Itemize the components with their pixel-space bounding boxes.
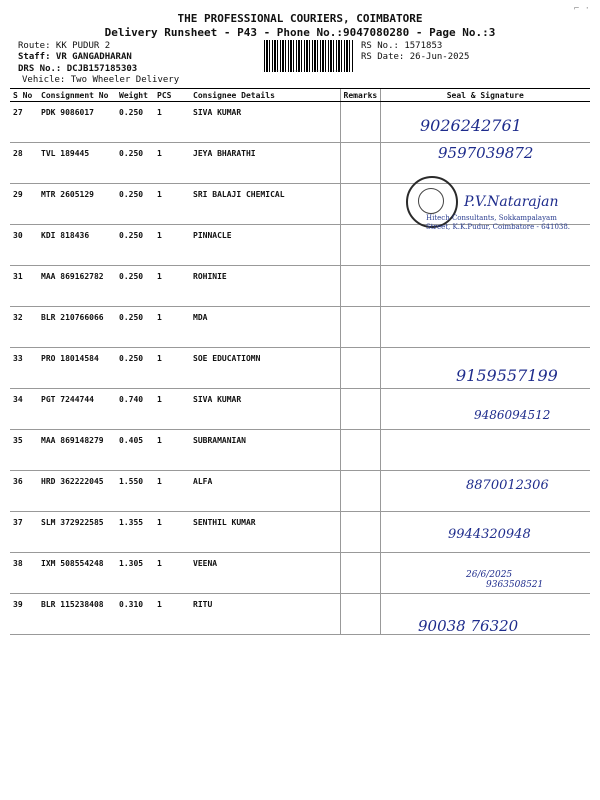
row-sno: 33 bbox=[10, 348, 38, 389]
row-remarks bbox=[340, 266, 380, 307]
row-weight: 0.250 bbox=[116, 102, 154, 143]
handwriting-row-27: 9026242761 bbox=[420, 116, 522, 135]
row-weight: 0.250 bbox=[116, 184, 154, 225]
row-weight: 0.250 bbox=[116, 307, 154, 348]
row-pcs: 1 bbox=[154, 348, 190, 389]
row-remarks bbox=[340, 430, 380, 471]
row-weight: 0.250 bbox=[116, 225, 154, 266]
staff-label: Staff: VR GANGADHARAN bbox=[18, 52, 132, 62]
row-sno: 39 bbox=[10, 594, 38, 635]
row-weight: 1.550 bbox=[116, 471, 154, 512]
row-remarks bbox=[340, 594, 380, 635]
row-seal-signature bbox=[380, 430, 590, 471]
table-row bbox=[10, 430, 590, 471]
row-sno: 29 bbox=[10, 184, 38, 225]
handwriting-row-36: 8870012306 bbox=[466, 478, 549, 493]
row-pcs: 1 bbox=[154, 430, 190, 471]
row-sno: 35 bbox=[10, 430, 38, 471]
row-seal-signature bbox=[380, 307, 590, 348]
row-sno: 30 bbox=[10, 225, 38, 266]
row-consignee: SIVA KUMAR bbox=[190, 102, 340, 143]
rs-date: RS Date: 26-Jun-2025 bbox=[361, 52, 470, 62]
row-consignee: SUBRAMANIAN bbox=[190, 430, 340, 471]
handwriting-row-38-phone: 9363508521 bbox=[486, 580, 544, 590]
row-consignment-no: MAA 869162782 bbox=[38, 266, 116, 307]
row-consignee: PINNACLE bbox=[190, 225, 340, 266]
row-remarks bbox=[340, 102, 380, 143]
row-pcs: 1 bbox=[154, 102, 190, 143]
row-consignment-no: SLM 372922585 bbox=[38, 512, 116, 553]
row-pcs: 1 bbox=[154, 553, 190, 594]
row-weight: 1.355 bbox=[116, 512, 154, 553]
row-consignee: RITU bbox=[190, 594, 340, 635]
row-sno: 37 bbox=[10, 512, 38, 553]
rs-number: RS No.: 1571853 bbox=[361, 41, 443, 51]
row-remarks bbox=[340, 307, 380, 348]
handwriting-row-30: P.V.Natarajan bbox=[464, 194, 559, 210]
row-consignee: MDA bbox=[190, 307, 340, 348]
row-sno: 27 bbox=[10, 102, 38, 143]
row-consignment-no: BLR 115238408 bbox=[38, 594, 116, 635]
col-seal: Seal & Signature bbox=[380, 89, 590, 102]
row-weight: 1.305 bbox=[116, 553, 154, 594]
row-consignee: SRI BALAJI CHEMICAL bbox=[190, 184, 340, 225]
vehicle-label: Vehicle: Two Wheeler Delivery bbox=[22, 75, 180, 85]
row-pcs: 1 bbox=[154, 471, 190, 512]
row-sno: 32 bbox=[10, 307, 38, 348]
row-pcs: 1 bbox=[154, 266, 190, 307]
drs-number: DRS No.: DCJB157185303 bbox=[18, 64, 138, 74]
row-consignment-no: TVL 189445 bbox=[38, 143, 116, 184]
runsheet-table bbox=[10, 88, 590, 635]
row-consignment-no: MAA 869148279 bbox=[38, 430, 116, 471]
row-remarks bbox=[340, 471, 380, 512]
row-consignment-no: MTR 2605129 bbox=[38, 184, 116, 225]
handwriting-row-33: 9159557199 bbox=[456, 366, 558, 385]
row-consignee: SOE EDUCATIOMN bbox=[190, 348, 340, 389]
col-sno: S No bbox=[10, 89, 38, 102]
company-title: THE PROFESSIONAL COURIERS, COIMBATORE bbox=[177, 12, 423, 25]
row-weight: 0.250 bbox=[116, 348, 154, 389]
row-pcs: 1 bbox=[154, 389, 190, 430]
row-remarks bbox=[340, 389, 380, 430]
table-row bbox=[10, 266, 590, 307]
row-consignee: ROHINIE bbox=[190, 266, 340, 307]
row-remarks bbox=[340, 143, 380, 184]
runsheet-title: Delivery Runsheet - P43 - Phone No.:9047080280 - Page No.:3 bbox=[104, 26, 496, 39]
row-remarks bbox=[340, 512, 380, 553]
row-consignment-no: KDI 818436 bbox=[38, 225, 116, 266]
row-consignee: SENTHIL KUMAR bbox=[190, 512, 340, 553]
corner-mark: ⌐ · bbox=[573, 4, 590, 14]
row-consignee: ALFA bbox=[190, 471, 340, 512]
table-header-row bbox=[10, 89, 590, 102]
col-remarks: Remarks bbox=[340, 89, 380, 102]
handwriting-row-28: 9597039872 bbox=[438, 144, 534, 162]
row-consignee: VEENA bbox=[190, 553, 340, 594]
row-consignment-no: PGT 7244744 bbox=[38, 389, 116, 430]
row-pcs: 1 bbox=[154, 512, 190, 553]
row-sno: 31 bbox=[10, 266, 38, 307]
row-weight: 0.740 bbox=[116, 389, 154, 430]
row-consignment-no: PDK 9086017 bbox=[38, 102, 116, 143]
row-remarks bbox=[340, 225, 380, 266]
row-consignment-no: IXM 508554248 bbox=[38, 553, 116, 594]
handwriting-row-39: 90038 76320 bbox=[418, 617, 519, 635]
row-sno: 36 bbox=[10, 471, 38, 512]
stamp-text: Hitech Consultants, Sokkampalayam Street, K.K.Pudur, Coimbatore - 641038. bbox=[426, 214, 571, 231]
row-pcs: 1 bbox=[154, 184, 190, 225]
row-sno: 28 bbox=[10, 143, 38, 184]
handwriting-row-34: 9486094512 bbox=[474, 408, 551, 422]
row-consignee: SIVA KUMAR bbox=[190, 389, 340, 430]
row-consignment-no: PRO 18014584 bbox=[38, 348, 116, 389]
barcode bbox=[264, 40, 354, 72]
row-pcs: 1 bbox=[154, 143, 190, 184]
route-label: Route: KK PUDUR 2 bbox=[18, 41, 111, 51]
row-weight: 0.310 bbox=[116, 594, 154, 635]
handwriting-row-37: 9944320948 bbox=[448, 527, 531, 542]
row-seal-signature bbox=[380, 266, 590, 307]
row-sno: 34 bbox=[10, 389, 38, 430]
row-sno: 38 bbox=[10, 553, 38, 594]
col-weight: Weight bbox=[116, 89, 154, 102]
row-consignee: JEYA BHARATHI bbox=[190, 143, 340, 184]
row-weight: 0.405 bbox=[116, 430, 154, 471]
row-consignment-no: BLR 210766066 bbox=[38, 307, 116, 348]
handwriting-row-38-date: 26/6/2025 bbox=[466, 570, 513, 580]
row-remarks bbox=[340, 553, 380, 594]
row-weight: 0.250 bbox=[116, 143, 154, 184]
col-consignee: Consignee Details bbox=[190, 89, 340, 102]
row-weight: 0.250 bbox=[116, 266, 154, 307]
row-consignment-no: HRD 362222045 bbox=[38, 471, 116, 512]
row-remarks bbox=[340, 348, 380, 389]
col-consignment: Consignment No bbox=[38, 89, 116, 102]
row-pcs: 1 bbox=[154, 594, 190, 635]
row-pcs: 1 bbox=[154, 225, 190, 266]
row-remarks bbox=[340, 184, 380, 225]
col-pcs: PCS bbox=[154, 89, 190, 102]
table-row bbox=[10, 307, 590, 348]
row-pcs: 1 bbox=[154, 307, 190, 348]
